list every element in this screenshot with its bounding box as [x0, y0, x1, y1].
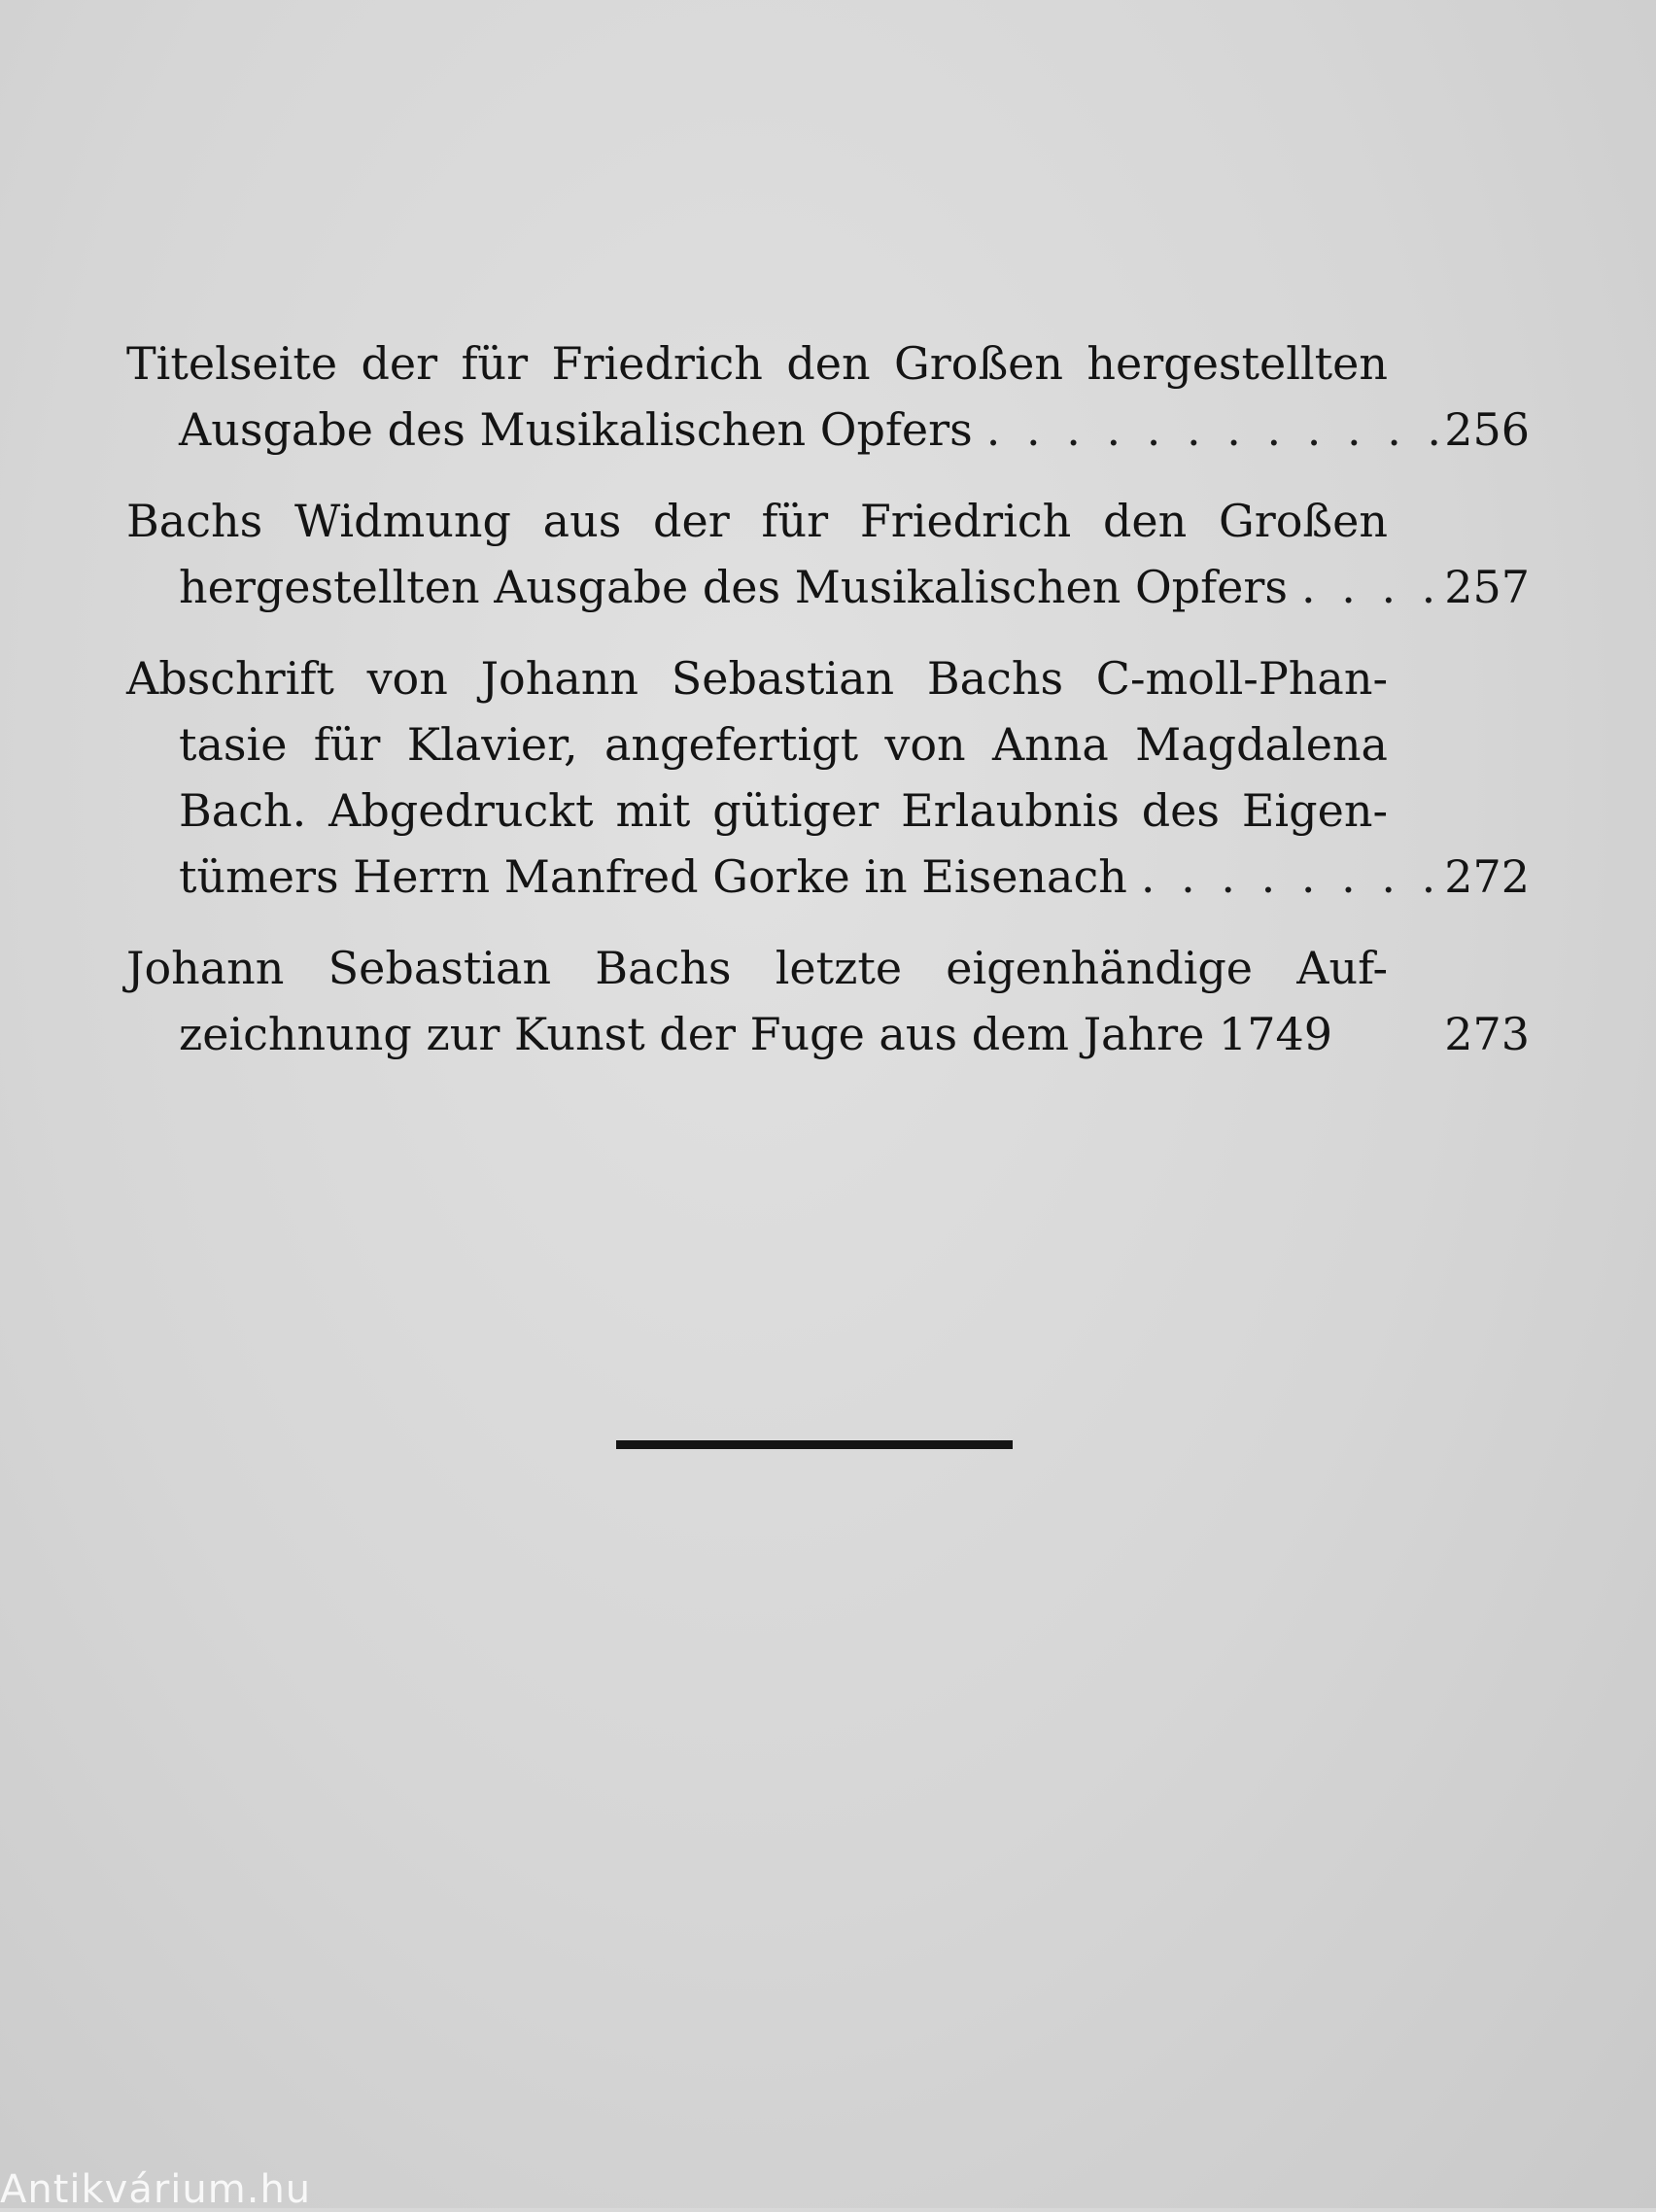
watermark: Antikvárium.hu: [0, 2167, 312, 2212]
page-number: 256: [1444, 403, 1530, 456]
toc-entry: [126, 488, 1530, 620]
dot-leader: [1288, 554, 1444, 620]
entry-title-line: tümers Herrn Manfred Gorke in Eisenach: [179, 850, 1127, 903]
page-number: 272: [1444, 850, 1530, 903]
entry-title-line: hergestellten Ausgabe des Musikalischen Opfers: [179, 561, 1288, 613]
entry-title-line: Abschrift von Johann Sebastian Bachs C-moll-Phan-: [126, 652, 1388, 705]
entry-final-line: [126, 397, 1530, 463]
section-divider-rule: [616, 1440, 1013, 1449]
dot-leader: [1127, 844, 1444, 910]
toc-entry: [126, 645, 1530, 910]
entry-title-line: Bachs Widmung aus der für Friedrich den Großen: [126, 495, 1388, 547]
toc-entry: [126, 330, 1530, 463]
entry-title-line: Titelseite der für Friedrich den Großen hergestellten: [126, 337, 1388, 390]
entry-title-line: Johann Sebastian Bachs letzte eigenhändige Auf-: [126, 942, 1388, 994]
entry-final-line: [126, 1001, 1530, 1067]
entry-title-line: tasie für Klavier, angefertigt von Anna Magdalena: [179, 718, 1388, 771]
toc-entry: [126, 935, 1530, 1067]
entry-final-line: [126, 554, 1530, 620]
dot-leader: [973, 397, 1444, 463]
entry-title-line: Bach. Abgedruckt mit gütiger Erlaubnis des Eigen-: [179, 784, 1388, 837]
entry-title-line: zeichnung zur Kunst der Fuge aus dem Jahre 1749: [179, 1008, 1332, 1060]
page-number: 273: [1444, 1008, 1530, 1060]
entry-title-line: Ausgabe des Musikalischen Opfers: [179, 403, 973, 456]
list-of-illustrations: [126, 330, 1530, 1092]
page-number: 257: [1444, 561, 1530, 613]
entry-final-line: [126, 844, 1530, 910]
